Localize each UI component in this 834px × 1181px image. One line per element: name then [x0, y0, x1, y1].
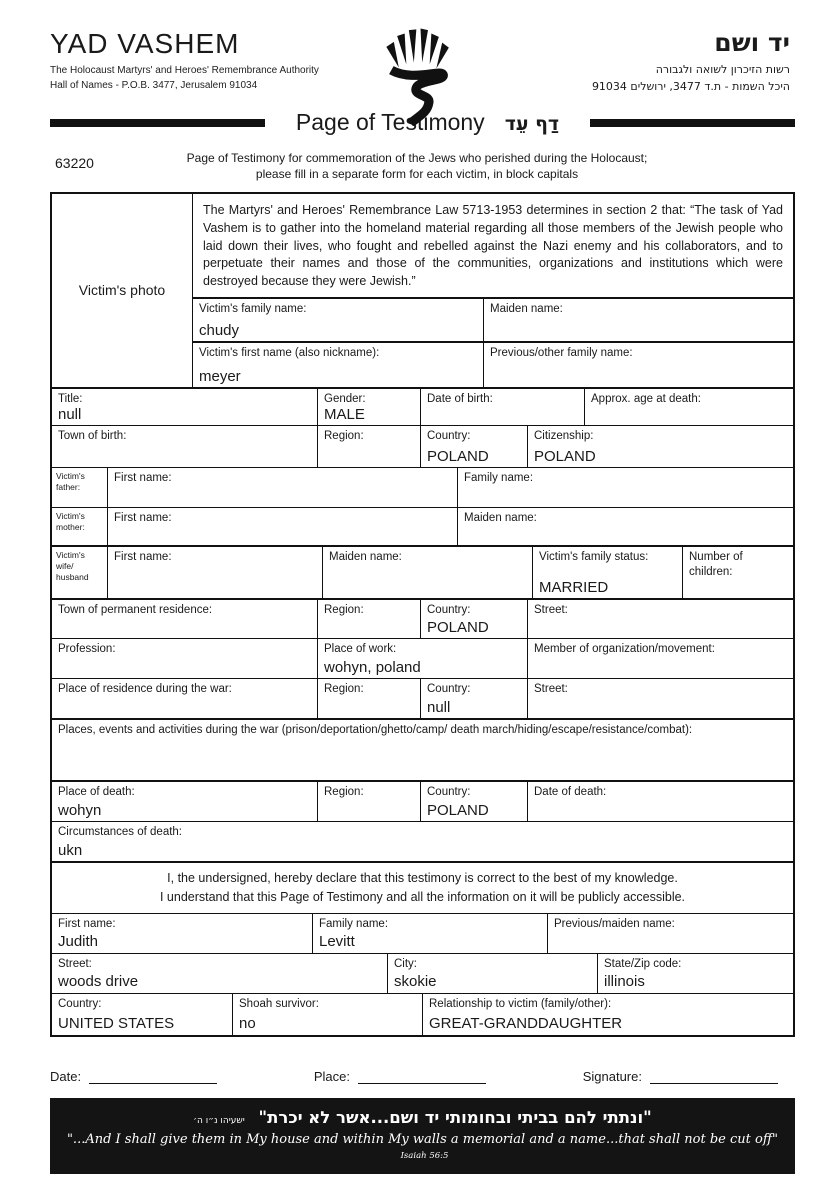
- instruction-line2: please fill in a separate form for each victim, in block capitals: [255, 167, 579, 182]
- remembrance-law-text: The Martyrs' and Heroes' Remembrance Law 5713-1953 determines in section 2 that: “The task of Yad Vashem is to gather into the homeland material regarding all those members of the Jewish people who laid down their lives, who fought and rebelled against the Nazi enemy and his collaborators, and to perpetuate their names and those of the communities, organizations and institutions which were destroyed because they were Jewish.”: [193, 194, 793, 299]
- field-value: [58, 448, 311, 465]
- field-place-of-work: [317, 639, 527, 678]
- field-town-permanent-residence: [52, 600, 317, 638]
- row-declaration: [52, 861, 793, 913]
- field-value: Judith: [58, 933, 99, 951]
- field-value: [114, 488, 451, 505]
- field-label: Victim's first name (also nickname):: [199, 346, 380, 359]
- field-label: Country:: [427, 683, 471, 696]
- row-title-gender-birth: [52, 387, 793, 426]
- field-spouse-first-name: [107, 547, 322, 598]
- field-value: [58, 619, 311, 636]
- field-previous-family-name: [483, 343, 793, 387]
- field-value: skokie: [394, 973, 437, 991]
- field-label: Previous/other family name:: [490, 346, 633, 359]
- signature-label: Signature:: [582, 1068, 642, 1084]
- field-value: [534, 619, 787, 636]
- field-label: Relationship to victim (family/other):: [429, 997, 612, 1010]
- field-maiden-name: [483, 299, 793, 341]
- date-label: Date:: [50, 1068, 82, 1084]
- field-label: Country:: [58, 997, 102, 1010]
- signature-blank-line: [650, 1070, 778, 1084]
- field-region-war: [317, 679, 420, 718]
- field-value: null: [427, 698, 451, 716]
- field-approx-age-at-death: [584, 389, 793, 426]
- row-residence-during-war: [52, 678, 793, 718]
- field-label: Title:: [58, 392, 83, 405]
- field-victim-first-name: [193, 343, 483, 387]
- declaration-text: [52, 863, 793, 913]
- field-value: [324, 802, 414, 819]
- date-blank-line: [89, 1070, 217, 1084]
- field-label: Number of children:: [689, 551, 743, 578]
- form-number: 63220: [55, 155, 94, 171]
- field-submitter-state-zip: [597, 954, 793, 993]
- declaration-line1: I, the undersigned, hereby declare that this testimony is correct to the best of my knowledge.: [167, 871, 678, 886]
- menorah-logo-icon: [378, 26, 458, 126]
- row-victim-mother: [52, 507, 793, 545]
- field-label: Family name:: [319, 917, 389, 930]
- footer-english-quote: "...And I shall give them in My house and within My walls a memorial and a name...that shall not be cut off": [66, 1131, 779, 1147]
- field-places-events: [52, 720, 793, 780]
- field-mother-first-name: [107, 508, 457, 545]
- field-label: Profession:: [58, 643, 116, 656]
- field-label: Town of birth:: [58, 430, 127, 443]
- field-spouse-maiden-name: [322, 547, 532, 598]
- org-line2-hebrew: היכל השמות - ת.ד 3477, ירושלים 91034: [591, 79, 790, 93]
- field-value: [591, 406, 787, 423]
- row-profession: [52, 638, 793, 678]
- org-line2: Hall of Names - P.O.B. 3477, Jerusalem 91034: [50, 79, 258, 91]
- field-value: illinois: [604, 973, 645, 991]
- field-value: [464, 488, 787, 505]
- field-label: Date of birth:: [427, 392, 493, 405]
- field-value: [114, 526, 451, 543]
- field-value: chudy: [199, 321, 240, 339]
- field-submitter-previous-maiden-name: [547, 914, 793, 953]
- field-value: [114, 579, 316, 596]
- row-circumstances-of-death: [52, 821, 793, 861]
- declaration-line2: I understand that this Page of Testimony and all the information on it will be publicly accessible.: [159, 889, 686, 904]
- field-label: Region:: [324, 683, 364, 696]
- org-subtitle-hebrew: [530, 62, 790, 95]
- field-label: Victim's family status:: [539, 551, 649, 564]
- field-value: meyer: [199, 367, 241, 385]
- field-shoah-survivor: [232, 994, 422, 1035]
- place-blank-line: [358, 1070, 486, 1084]
- field-label: Approx. age at death:: [591, 392, 701, 405]
- field-street-war: [527, 679, 793, 718]
- field-submitter-country: [52, 994, 232, 1035]
- row-place-of-death: [52, 780, 793, 821]
- field-date-of-birth: [420, 389, 584, 426]
- field-label: First name:: [114, 551, 172, 564]
- field-value: [534, 659, 787, 676]
- field-value: [534, 802, 787, 819]
- field-label: Citizenship:: [534, 430, 594, 443]
- footer-hebrew-source: ישעיהו נ״ו ה׳: [193, 1115, 245, 1126]
- field-title: [52, 389, 317, 426]
- field-label: Member of organization/movement:: [534, 643, 715, 656]
- instructions-text: [0, 150, 834, 182]
- field-relationship-to-victim: [422, 994, 793, 1035]
- field-label: Region:: [324, 604, 364, 617]
- date-group: [50, 1069, 217, 1084]
- org-subtitle: [50, 64, 370, 93]
- org-block-hebrew: [530, 28, 790, 95]
- field-submitter-city: [387, 954, 597, 993]
- field-label: Previous/maiden name:: [554, 917, 675, 930]
- testimony-form: [50, 192, 795, 1037]
- field-value: MARRIED: [539, 578, 609, 596]
- field-member-of-organization: [527, 639, 793, 678]
- field-value: [554, 934, 787, 951]
- footer-hebrew-quote: "ונתתי להם בביתי ובחומותי יד ושם...אשר לא יכרת": [258, 1107, 652, 1127]
- field-value: [324, 619, 414, 636]
- org-name-hebrew: יד ושם: [714, 28, 790, 57]
- field-region-residence: [317, 600, 420, 638]
- page-title-hebrew: דַף עֵד: [504, 113, 560, 135]
- row-victim-spouse: [52, 545, 793, 598]
- field-label: Place of death:: [58, 786, 135, 799]
- field-value: GREAT-GRANDDAUGHTER: [429, 1015, 623, 1033]
- divider-bar-left: [50, 119, 265, 127]
- field-date-of-death: [527, 782, 793, 821]
- field-father-first-name: [107, 468, 457, 507]
- field-label: State/Zip code:: [604, 957, 682, 970]
- field-value: MALE: [324, 406, 365, 424]
- field-label: Street:: [58, 957, 92, 970]
- field-value: wohyn, poland: [324, 658, 421, 676]
- field-label: First name:: [58, 917, 116, 930]
- field-value: POLAND: [427, 448, 489, 466]
- field-label: Street:: [534, 683, 568, 696]
- field-mother-maiden-name: [457, 508, 793, 545]
- row-submitter-country: [52, 993, 793, 1035]
- field-value: [58, 699, 311, 716]
- signature-row: [50, 1069, 778, 1084]
- field-place-of-death: [52, 782, 317, 821]
- field-value: [58, 738, 787, 755]
- field-label: Country:: [427, 786, 471, 799]
- field-label: Shoah survivor:: [239, 997, 319, 1010]
- field-submitter-family-name: [312, 914, 547, 953]
- field-label: Maiden name:: [329, 551, 402, 564]
- field-street-residence: [527, 600, 793, 638]
- field-value: [534, 699, 787, 716]
- org-block-english: [50, 28, 370, 95]
- footer-english-source: Isaiah 56:5: [400, 1150, 449, 1161]
- org-line1-hebrew: רשות הזיכרון לשואה ולגבורה: [655, 63, 790, 76]
- org-line1: The Holocaust Martyrs' and Heroes' Remembrance Authority: [50, 65, 319, 76]
- org-name: YAD VASHEM: [50, 28, 240, 59]
- row-submitter-name: [52, 913, 793, 953]
- field-value: POLAND: [427, 801, 489, 819]
- side-label-father: Victim's father:: [56, 471, 85, 493]
- field-label: Country:: [427, 430, 471, 443]
- field-profession: [52, 639, 317, 678]
- field-label: City:: [394, 957, 417, 970]
- field-father-family-name: [457, 468, 793, 507]
- field-label: Maiden name:: [464, 512, 537, 525]
- field-label: First name:: [114, 472, 172, 485]
- field-place-residence-war: [52, 679, 317, 718]
- field-region-death: [317, 782, 420, 821]
- field-label: Gender:: [324, 392, 366, 405]
- field-country-residence: [420, 600, 527, 638]
- row-town-of-birth: [52, 425, 793, 467]
- field-value: POLAND: [427, 618, 489, 636]
- field-label: Place of residence during the war:: [58, 683, 232, 696]
- row-places-events: [52, 718, 793, 780]
- field-value: [464, 526, 787, 543]
- field-label: Victim's family name:: [199, 302, 307, 315]
- field-value: [329, 579, 526, 596]
- field-country-death: [420, 782, 527, 821]
- field-label: First name:: [114, 512, 172, 525]
- footer-english-line: [58, 1132, 787, 1162]
- field-value: [490, 368, 787, 385]
- field-label: Family name:: [464, 472, 534, 485]
- field-family-status: [532, 547, 682, 598]
- field-victim-family-name: [193, 299, 483, 341]
- page-title: Page of Testimony: [295, 109, 485, 135]
- field-value: [324, 699, 414, 716]
- field-value: [427, 406, 578, 423]
- intro-row: [52, 194, 793, 387]
- field-label: Street:: [534, 604, 568, 617]
- place-label: Place:: [313, 1068, 350, 1084]
- field-label: Region:: [324, 430, 364, 443]
- footer-hebrew-line: [58, 1108, 787, 1127]
- victim-photo-box: Victim's photo: [78, 282, 166, 299]
- field-region-of-birth: [317, 426, 420, 467]
- footer-quote-banner: [50, 1098, 795, 1174]
- field-value: ukn: [58, 841, 83, 859]
- field-circumstances-of-death: [52, 822, 793, 861]
- field-number-of-children: [682, 547, 793, 598]
- field-label: Region:: [324, 786, 364, 799]
- field-gender: [317, 389, 420, 426]
- row-victim-father: [52, 467, 793, 507]
- side-label-mother: Victim's mother:: [56, 511, 85, 533]
- field-country-of-birth: [420, 426, 527, 467]
- field-submitter-street: [52, 954, 387, 993]
- row-submitter-address: [52, 953, 793, 993]
- field-label: Place of work:: [324, 643, 397, 656]
- field-label: Country:: [427, 604, 471, 617]
- signature-group: [583, 1069, 778, 1084]
- field-value: [324, 448, 414, 465]
- field-value: no: [239, 1015, 256, 1033]
- instructions-row: [0, 150, 834, 188]
- field-value: null: [58, 406, 82, 424]
- row-permanent-residence: [52, 598, 793, 638]
- field-label: Places, events and activities during the war (prison/deportation/ghetto/camp/ death march/hiding/escape/resistance/combat):: [58, 724, 693, 737]
- place-group: [314, 1069, 486, 1084]
- field-submitter-first-name: [52, 914, 312, 953]
- divider-bar-right: [590, 119, 795, 127]
- field-town-of-birth: [52, 426, 317, 467]
- field-value: [58, 659, 311, 676]
- field-value: Levitt: [319, 933, 355, 951]
- field-value: wohyn: [58, 801, 102, 819]
- field-value: POLAND: [534, 448, 596, 466]
- instruction-line1: Page of Testimony for commemoration of the Jews who perished during the Holocaust;: [186, 151, 648, 165]
- field-label: Town of permanent residence:: [58, 604, 213, 617]
- side-label-spouse: Victim's wife/ husband: [56, 550, 89, 583]
- field-value: [490, 322, 787, 339]
- field-value: woods drive: [58, 973, 139, 991]
- field-country-war: [420, 679, 527, 718]
- field-label: Circumstances of death:: [58, 826, 183, 839]
- field-value: [689, 579, 787, 596]
- field-label: Date of death:: [534, 786, 607, 799]
- field-value: UNITED STATES: [58, 1015, 175, 1033]
- field-citizenship: [527, 426, 793, 467]
- field-label: Maiden name:: [490, 302, 563, 315]
